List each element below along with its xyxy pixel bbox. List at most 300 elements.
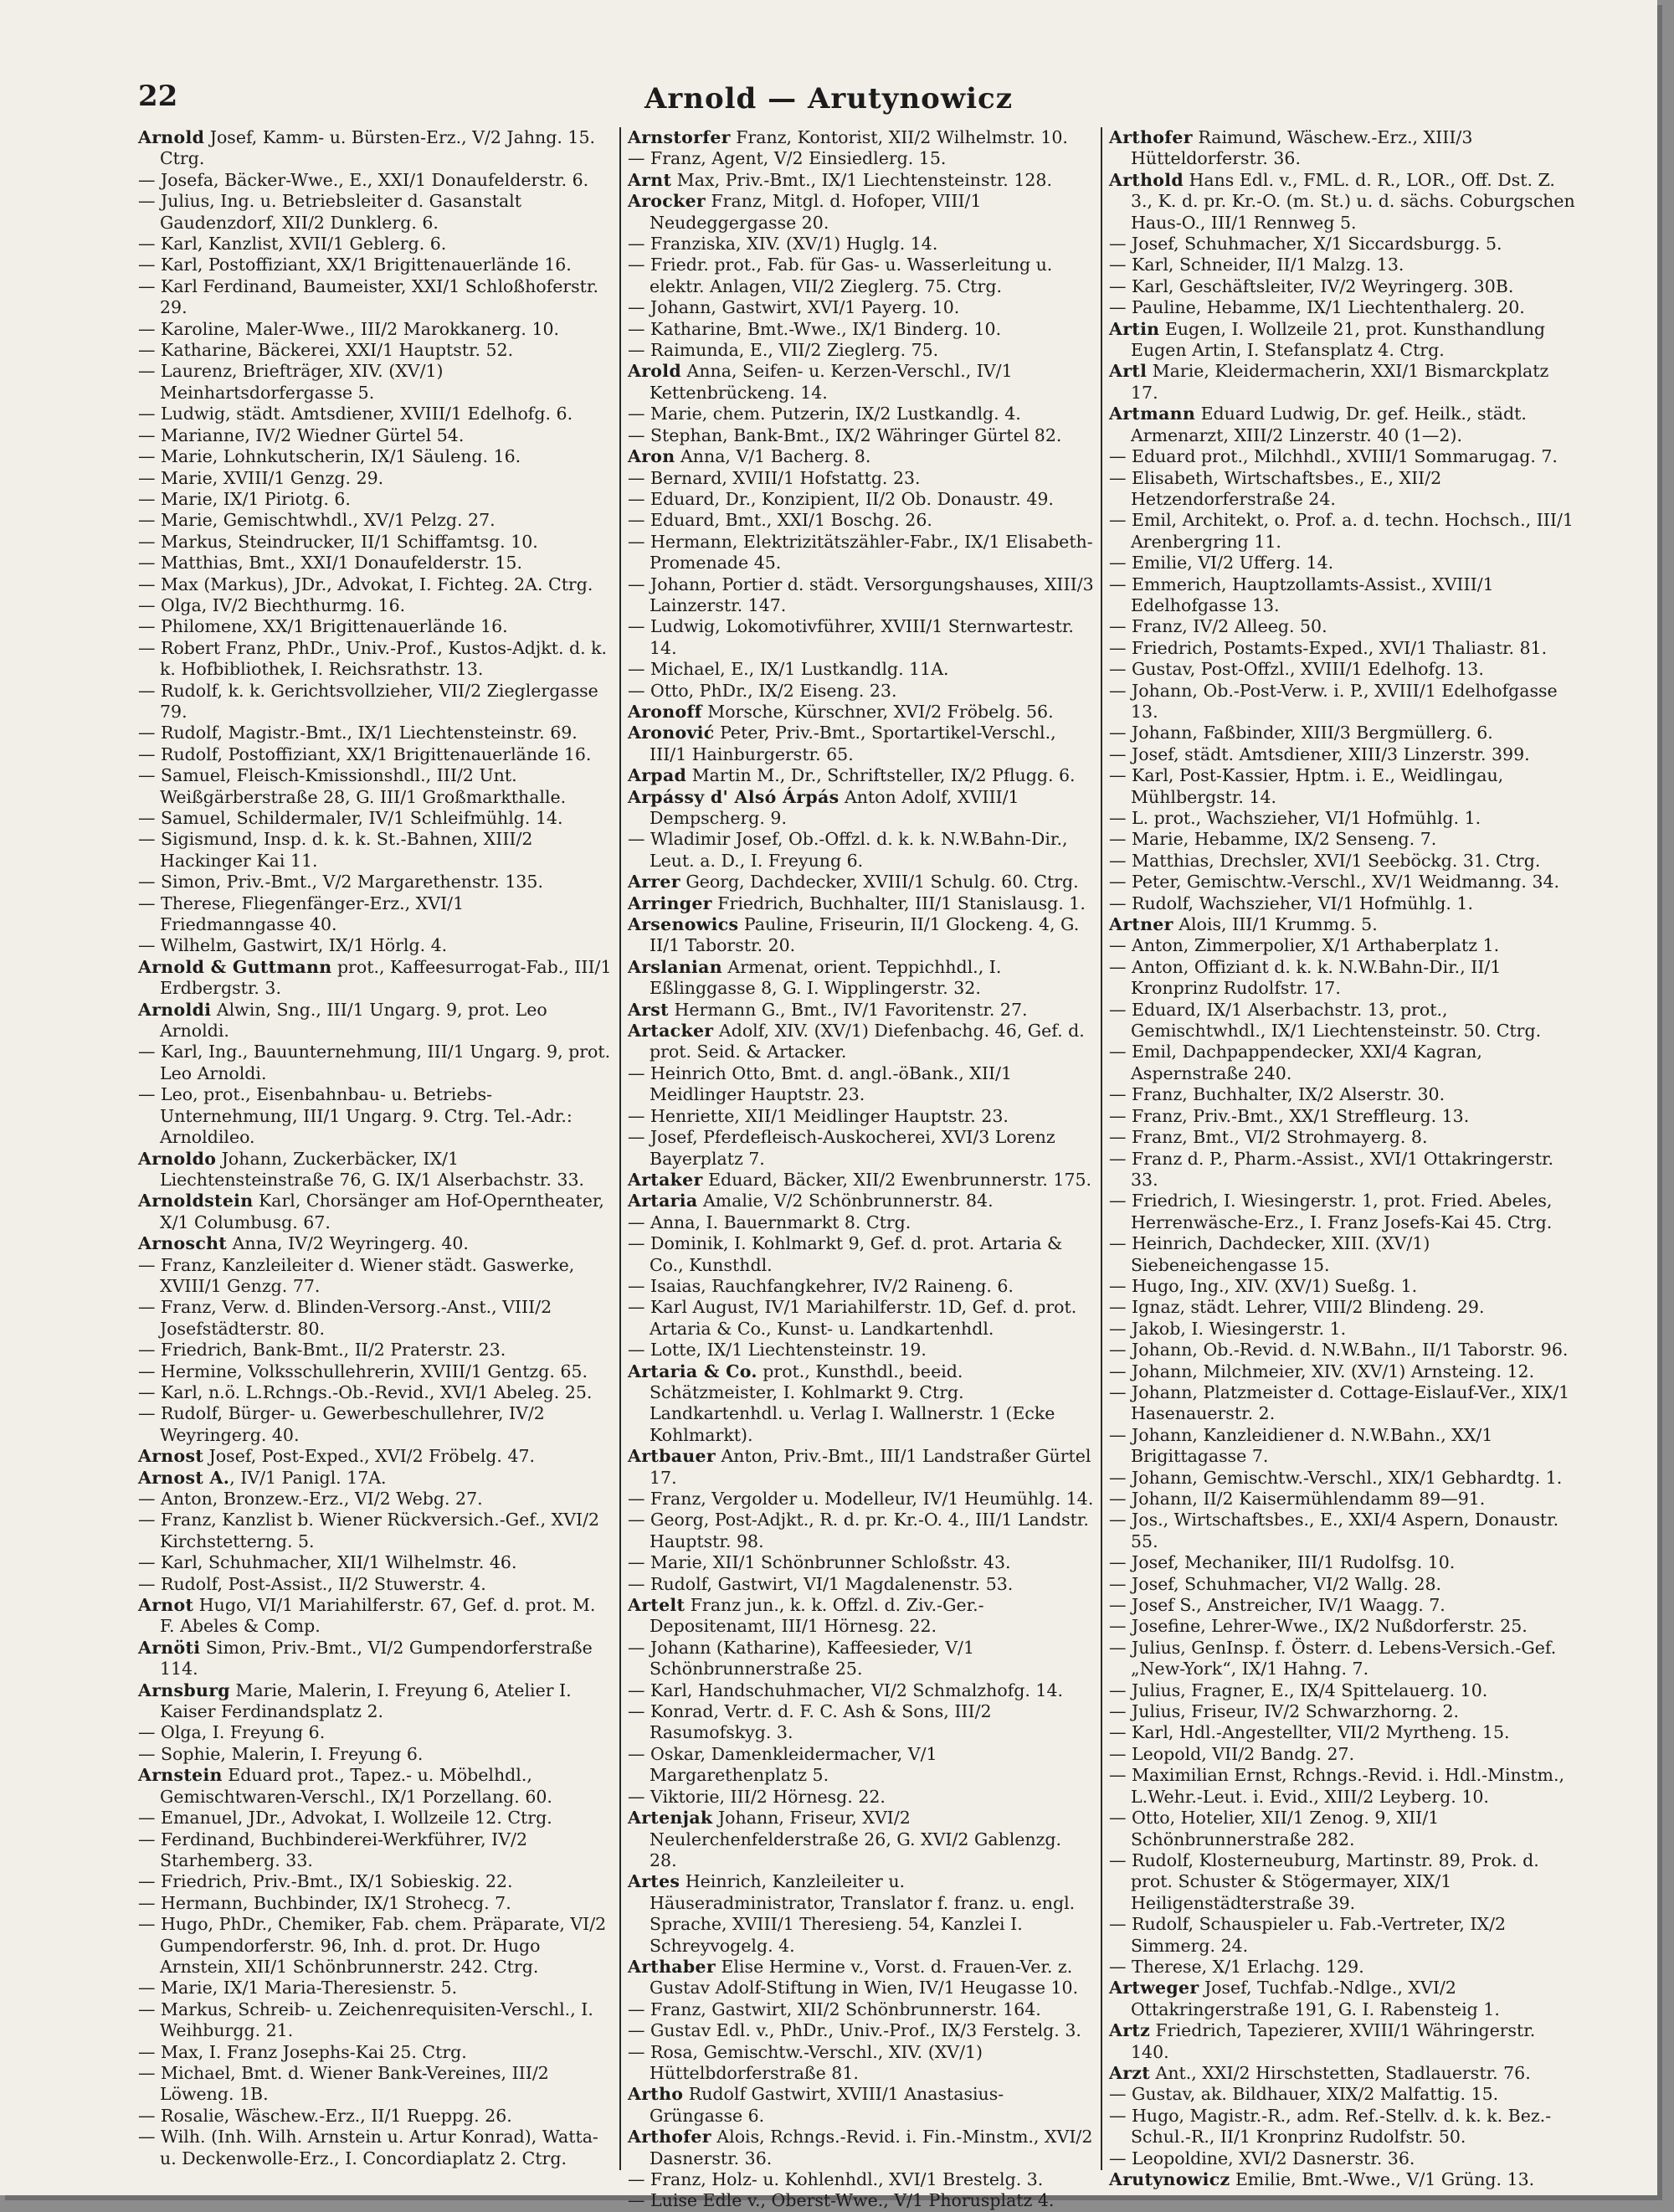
entry-text: Hans Edl. v., FML. d. R., LOR., Off. Dst. Z. 3., K. d. pr. Kr.-O. (m. St.) u. d. sächs. Coburgschen Haus-O., III/1 Rennweg 5. [1131,169,1575,233]
entry-surname: Artaria [628,1191,698,1211]
entry-text: — Stephan, Bank-Bmt., IX/2 Währinger Gürtel 82. [628,424,1062,445]
directory-entry [628,2169,1094,2190]
directory-entry [1109,1850,1575,1914]
entry-surname: Arthaber [628,1956,716,1977]
directory-entry [628,681,1094,702]
directory-entry [1109,1978,1575,2020]
entry-surname: Arutynowicz [1109,2169,1230,2189]
entry-text: — Karl August, IV/1 Mariahilferstr. 1D, Gef. d. prot. Artaria & Co., Kunst- u. Landkartenhdl. [628,1297,1077,1339]
entry-surname: Aronoff [628,701,702,722]
entry-text: — Max (Markus), JDr., Advokat, I. Fichteg. 2A. Ctrg. [138,574,593,594]
column-right [1101,127,1582,2189]
directory-entry [628,191,1094,234]
directory-entry [628,148,1094,169]
entry-text: Max, Priv.-Bmt., IX/1 Liechtensteinstr. 128. [671,169,1052,190]
entry-text: — Eduard, IX/1 Alserbachstr. 13, prot., Gemischtwhdl., IX/1 Liechtensteinstr. 50. Ctrg. [1109,999,1542,1042]
entry-surname: Artaker [628,1169,703,1190]
entry-text: — Peter, Gemischtw.-Verschl., XV/1 Weidmanng. 34. [1109,872,1560,893]
directory-entry [628,2084,1094,2127]
entry-text: — Katharine, Bmt.-Wwe., IX/1 Binderg. 10. [628,318,1002,339]
entry-text: — Julius, GenInsp. f. Österr. d. Lebens-Versich.-Gef. „New-York“, IX/1 Hahng. 7. [1109,1637,1557,1680]
entry-text: — Johann, Gemischtw.-Verschl., XIX/1 Gebhardtg. 1. [1109,1467,1563,1488]
entry-text: — Rudolf, Klosterneuburg, Martinstr. 89, Prok. d. prot. Schuster & Stögermayer, XIX/1 Heiligenstädterstraße 39. [1109,1849,1539,1913]
directory-entry [138,1255,613,1298]
entry-text: — Hugo, Ing., XIV. (XV/1) Sueßg. 1. [1109,1275,1418,1296]
entry-text: — Konrad, Vertr. d. F. C. Ash & Sons, III/2 Rasumofskyg. 3. [628,1701,992,1743]
directory-entry [628,1000,1094,1021]
directory-entry [1109,2084,1575,2105]
entry-text: — Franz, Gastwirt, XII/2 Schönbrunnerstr. 164. [628,1999,1041,2019]
entry-surname: Arnöti [138,1637,201,1658]
directory-entry [628,1489,1094,1510]
entry-text: — Laurenz, Briefträger, XIV. (XV/1) Meinhartsdorfergasse 5. [138,361,444,403]
entry-text: — Karl, Handschuhmacher, VI/2 Schmalzhofg. 14. [628,1680,1064,1700]
entry-text: — Markus, Steindrucker, II/1 Schiffamtsg. 10. [138,531,538,552]
directory-entry [138,1638,613,1680]
entry-text: — Julius, Ing. u. Betriebsleiter d. Gasanstalt Gaudenzdorf, XII/2 Dunklerg. 6. [138,191,521,233]
entry-text: — Josef, Schuhmacher, VI/2 Wallg. 28. [1109,1573,1442,1594]
entry-surname: Arold [628,361,682,382]
entry-text: — Olga, I. Freyung 6. [138,1722,326,1743]
directory-entry [138,2063,613,2106]
entry-text: — Emil, Dachpappendecker, XXI/4 Kagran, Aspernstraße 240. [1109,1042,1482,1083]
directory-entry [628,1701,1094,1744]
entry-text: — Franz, Bmt., VI/2 Strohmayerg. 8. [1109,1127,1428,1148]
entry-text: — Johann, Ob.-Revid. d. N.W.Bahn., II/1 Taborstr. 96. [1109,1340,1569,1361]
directory-entry [138,532,613,553]
entry-text: — Hugo, PhDr., Chemiker, Fab. chem. Präparate, VI/2 Gumpendorferstr. 96, Inh. d. prot. Dr. Hugo Arnstein, XII/1 Schönbrunnerstr. 242. Ctrg. [138,1914,607,1977]
entry-text: — Pauline, Hebamme, IX/1 Liechtenthalerg. 20. [1109,297,1525,318]
directory-entry [1109,1468,1575,1489]
directory-entry [138,744,613,765]
entry-text: , IV/1 Panigl. 17A. [229,1467,387,1488]
entry-text: Hermann G., Bmt., IV/1 Favoritenstr. 27. [668,999,1028,1020]
directory-entry [1109,1489,1575,1510]
directory-entry [138,1808,613,1829]
entry-text: — Franziska, XIV. (XV/1) Huglg. 14. [628,234,938,255]
directory-entry [138,191,613,234]
entry-text: — Emilie, VI/2 Ufferg. 14. [1109,553,1334,574]
entry-surname: Artl [1109,361,1148,382]
entry-surname: Arpássy d' Alsó Árpás [628,786,840,807]
directory-entry [138,765,613,808]
directory-entry [628,1999,1094,2020]
entry-text: — Josef, Pferdefleisch-Auskocherei, XVI/3 Lorenz Bayerplatz 7. [628,1127,1055,1169]
entry-text: — Maximilian Ernst, Rchngs.-Revid. i. Hdl.-Minstm., L.Wehr.-Leut. i. Evid., XIII/2 Leyberg. 10. [1109,1765,1564,1807]
directory-entry [138,808,613,829]
directory-entry [138,319,613,340]
directory-entry [1109,1722,1575,1743]
entry-text: — Johann, Faßbinder, XIII/3 Bergmüllerg. 6. [1109,723,1493,743]
column-middle [619,127,1101,2211]
entry-text: — Franz, Kanzlist b. Wiener Rückversich.-Gef., XVI/2 Kirchstetterng. 5. [138,1510,600,1551]
directory-entry [628,1871,1094,1957]
entry-text: — Rudolf, Postoffiziant, XX/1 Brigittenauerlände 16. [138,743,592,764]
directory-entry [138,361,613,404]
entry-text: — Friedrich, I. Wiesingerstr. 1, prot. Fried. Abeles, Herrenwäsche-Erz., I. Franz Josefs-Kai 45. Ctrg. [1109,1191,1553,1232]
directory-entry [138,1382,613,1403]
entry-surname: Arslanian [628,956,722,977]
entry-text: Franz jun., k. k. Offzl. d. Ziv.-Ger.-Depositenamt, III/1 Hörnesg. 22. [650,1595,984,1637]
entry-text: Johann, Zuckerbäcker, IX/1 Liechtensteinstraße 76, G. IX/1 Alserbachstr. 33. [160,1148,585,1190]
entry-text: Martin M., Dr., Schriftsteller, IX/2 Pflugg. 6. [686,765,1076,786]
directory-entry [1109,1340,1575,1361]
entry-text: — Franz d. P., Pharm.-Assist., XVI/1 Ottakringerstr. 33. [1109,1148,1554,1190]
entry-text: — Wladimir Josef, Ob.-Offzl. d. k. k. N.W.Bahn-Dir., Leut. a. D., I. Freyung 6. [628,829,1068,871]
entry-text: — Johann, Platzmeister d. Cottage-Eislauf-Ver., XIX/1 Hasenauerstr. 2. [1109,1381,1570,1424]
entry-text: — Wilhelm, Gastwirt, IX/1 Hörlg. 4. [138,935,448,956]
entry-text: Josef, Kamm- u. Bürsten-Erz., V/2 Jahng. 15. Ctrg. [160,127,596,169]
entry-text: — Matthias, Bmt., XXI/1 Donaufelderstr. 15. [138,553,522,574]
entry-text: — Rudolf, k. k. Gerichtsvollzieher, VII/2 Zieglergasse 79. [138,680,598,722]
entry-text: Morsche, Kürschner, XVI/2 Fröbelg. 56. [701,701,1054,722]
entry-surname: Arnt [628,169,672,190]
directory-entry [138,957,613,1000]
entry-text: — Marie, Hebamme, IX/2 Senseng. 7. [1109,829,1437,850]
entry-text: — Sigismund, Insp. d. k. k. St.-Bahnen, XIII/2 Hackinger Kai 11. [138,829,533,871]
directory-entry [628,2190,1094,2211]
entry-text: — Friedr. prot., Fab. für Gas- u. Wasserleitung u. elektr. Anlagen, VII/2 Zieglerg. 75. Ctrg. [628,255,1053,296]
directory-entry [1109,638,1575,659]
entry-text: — Karl, Geschäftsleiter, IV/2 Weyringerg. 30B. [1109,275,1514,296]
entry-text: — Karl, Ing., Bauunternehmung, III/1 Ungarg. 9, prot. Leo Arnoldi. [138,1042,611,1083]
directory-entry [628,1276,1094,1297]
entry-surname: Artacker [628,1021,714,1042]
directory-entry [1109,2148,1575,2169]
directory-entry [1109,957,1575,1000]
directory-entry [138,276,613,319]
entry-text: — Emmerich, Hauptzollamts-Assist., XVIII/1 Edelhofgasse 13. [1109,574,1494,615]
directory-entry [1109,872,1575,893]
entry-text: — Rudolf, Wachszieher, VI/1 Hofmühlg. 1. [1109,893,1473,913]
directory-entry [628,340,1094,361]
directory-entry [628,723,1094,765]
entry-text: — Jos., Wirtschaftsbes., E., XXI/4 Aspern, Donaustr. 55. [1109,1510,1559,1551]
entry-text: — Marie, IX/1 Maria-Theresienstr. 5. [138,1978,458,1999]
entry-text: — Otto, Hotelier, XII/1 Zenog. 9, XII/1 Schönbrunnerstraße 282. [1109,1808,1440,1849]
directory-entry [1109,1765,1575,1808]
directory-entry [138,1552,613,1573]
entry-surname: Arringer [628,893,712,913]
directory-entry [1109,723,1575,743]
entry-surname: Arrer [628,872,680,893]
directory-entry [138,1191,613,1233]
directory-entry [628,1787,1094,1808]
entry-text: Georg, Dachdecker, XVIII/1 Schulg. 60. Ctrg. [680,872,1079,893]
entry-text: — Ferdinand, Buchbinderei-Werkführer, IV/2 Starhemberg. 33. [138,1829,528,1870]
directory-entry [628,297,1094,318]
entry-text: Franz, Mitgl. d. Hofoper, VIII/1 Neudeggergasse 20. [650,191,982,233]
entry-text: — Heinrich Otto, Bmt. d. angl.-öBank., XII/1 Meidlinger Hauptstr. 23. [628,1062,1013,1105]
directory-entry [1109,1000,1575,1042]
entry-surname: Arst [628,999,669,1020]
entry-surname: Artaria & Co. [628,1361,757,1381]
directory-entry [138,1744,613,1765]
entry-text: — Franz, Agent, V/2 Einsiedlerg. 15. [628,148,947,169]
entry-text: Armenat, orient. Teppichhdl., I. Eßlinggasse 8, G. I. Wipplingerstr. 32. [650,956,1002,999]
directory-entry [1109,1574,1575,1595]
directory-entry [1109,744,1575,765]
entry-text: — Josef, Mechaniker, III/1 Rudolfsg. 10. [1109,1552,1456,1573]
entry-text: Peter, Priv.-Bmt., Sportartikel-Verschl., III/1 Hainburgerstr. 65. [650,723,1056,764]
entry-text: — Rudolf, Schauspieler u. Fab.-Vertreter, IX/2 Simmerg. 24. [1109,1914,1507,1956]
entry-surname: Arocker [628,191,706,212]
entry-text: — Josefine, Lehrer-Wwe., IX/2 Nußdorferstr. 25. [1109,1616,1528,1637]
entry-text: — Anton, Offiziant d. k. k. N.W.Bahn-Dir., II/1 Kronprinz Rudolfstr. 17. [1109,956,1502,999]
directory-entry [138,553,613,574]
directory-entry [138,510,613,531]
entry-surname: Arnoldstein [138,1191,254,1211]
directory-entry [138,723,613,743]
directory-entry [628,1552,1094,1573]
directory-entry [628,1446,1094,1489]
entry-text: — Georg, Post-Adjkt., R. d. pr. Kr.-O. 4., III/1 Landstr. Hauptstr. 98. [628,1510,1089,1551]
entry-text: — Jakob, I. Wiesingerstr. 1. [1109,1318,1347,1339]
directory-entry [1109,1701,1575,1722]
entry-text: Eugen, I. Wollzeile 21, prot. Kunsthandlung Eugen Artin, I. Stefansplatz 4. Ctrg. [1131,318,1546,361]
directory-entry [628,1191,1094,1211]
entry-surname: Arnsburg [138,1680,230,1700]
entry-text: Alwin, Sng., III/1 Ungarg. 9, prot. Leo Arnoldi. [160,999,547,1042]
entry-text: — Franz, Buchhalter, IX/2 Alserstr. 30. [1109,1084,1445,1105]
entry-surname: Arsenowics [628,914,739,935]
entry-text: — Karoline, Maler-Wwe., III/2 Marokkanerg. 10. [138,318,560,339]
directory-entry [628,872,1094,893]
directory-entry [1109,446,1575,467]
entry-surname: Artbauer [628,1446,716,1467]
entry-text: Anton, Priv.-Bmt., III/1 Landstraßer Gürtel 17. [650,1446,1091,1488]
directory-entry [1109,1191,1575,1233]
directory-entry [628,1063,1094,1106]
entry-text: — Friedrich, Priv.-Bmt., IX/1 Sobieskig. 22. [138,1871,513,1892]
directory-entry [1109,2020,1575,2063]
directory-entry [138,829,613,872]
entry-text: — Wilh. (Inh. Wilh. Arnstein u. Artur Konrad), Watta- u. Deckenwolle-Erz., I. Concordiaplatz 2. Ctrg. [138,2127,598,2168]
directory-entry [1109,851,1575,872]
directory-entry [1109,616,1575,637]
entry-text: — Lotte, IX/1 Liechtensteinstr. 19. [628,1340,927,1361]
entry-surname: Arthofer [1109,127,1193,147]
entry-text: — Leopold, VII/2 Bandg. 27. [1109,1743,1355,1764]
entry-text: — Eduard, Dr., Konzipient, II/2 Ob. Donaustr. 49. [628,488,1054,509]
entry-text: — Rudolf, Bürger- u. Gewerbeschullehrer, IV/2 Weyringerg. 40. [138,1403,545,1445]
entry-surname: Arnot [138,1595,194,1616]
entry-text: — Marie, IX/1 Piriotg. 6. [138,488,351,509]
directory-entry [138,1000,613,1042]
entry-text: — Johann, Milchmeier, XIV. (XV/1) Arnsteing. 12. [1109,1361,1535,1381]
directory-entry [138,489,613,510]
entry-text: Marie, Kleidermacherin, XXI/1 Bismarckplatz 17. [1131,361,1549,403]
directory-entry [138,170,613,191]
entry-text: — Karl, Post-Kassier, Hptm. i. E., Weidlingau, Mühlbergstr. 14. [1109,765,1504,807]
entry-text: — Johann, Gastwirt, XVI/1 Payerg. 10. [628,297,960,318]
directory-entry [628,1595,1094,1638]
entry-text: — Philomene, XX/1 Brigittenauerlände 16. [138,616,508,637]
directory-entry [138,468,613,489]
directory-entry [1109,468,1575,511]
directory-entry [628,1680,1094,1701]
entry-text: — Josef, Schuhmacher, X/1 Siccardsburgg. 5. [1109,234,1502,255]
directory-entry [1109,553,1575,574]
entry-surname: Artin [1109,318,1160,339]
entry-text: — Rudolf, Post-Assist., II/2 Stuwerstr. 4. [138,1573,486,1594]
entry-text: — Matthias, Drechsler, XVI/1 Seeböckg. 31. Ctrg. [1109,850,1541,871]
entry-text: — L. prot., Wachszieher, VI/1 Hofmühlg. 1. [1109,808,1481,828]
directory-entry [628,1744,1094,1787]
directory-entry [138,1722,613,1743]
entry-text: Ant., XXI/2 Hirschstetten, Stadlauerstr. 76. [1150,2062,1531,2083]
directory-entry [1109,681,1575,723]
entry-text: — Henriette, XII/1 Meidlinger Hauptstr. 23. [628,1105,1009,1126]
entry-text: — Eduard, Bmt., XXI/1 Boschg. 26. [628,510,932,531]
directory-entry [1109,2063,1575,2084]
directory-entry [628,319,1094,340]
directory-entry [138,1680,613,1723]
entry-text: prot., Kaffeesurrogat-Fab., III/1 Erdbergstr. 3. [160,956,612,999]
entry-text: Pauline, Friseurin, II/1 Glockeng. 4, G. II/1 Taborstr. 20. [650,914,1080,956]
entry-text: — Karl Ferdinand, Baumeister, XXI/1 Schloßhoferstr. 29. [138,275,598,318]
entry-text: — Gustav, Post-Offzl., XVIII/1 Edelhofg. 13. [1109,659,1484,680]
entry-text: — Emil, Architekt, o. Prof. a. d. techn. Hochsch., III/1 Arenbergring 11. [1109,510,1574,552]
entry-surname: Artenjak [628,1808,713,1829]
entry-text: — Luise Edle v., Oberst-Wwe., V/1 Phorusplatz 4. [628,2190,1055,2211]
entry-text: Josef, Post-Exped., XVI/2 Fröbelg. 47. [203,1446,536,1467]
entry-text: — Otto, PhDr., IX/2 Eiseng. 23. [628,680,897,701]
entry-text: Eduard prot., Tapez.- u. Möbelhdl., Gemischtwaren-Verschl., IX/1 Porzellang. 60. [160,1765,552,1807]
directory-entry [1109,1127,1575,1148]
directory-entry [1109,170,1575,234]
entry-text: — Marie, Gemischtwhdl., XV/1 Pelzg. 27. [138,510,496,531]
entry-text: — Marie, XVIII/1 Genzg. 29. [138,467,384,488]
entry-text: — Hermann, Elektrizitätszähler-Fabr., IX/1 Elisabeth-Promenade 45. [628,531,1093,574]
entry-text: — Marie, chem. Putzerin, IX/2 Lustkandlg. 4. [628,404,1021,424]
entry-text: — Hermine, Volksschullehrerin, XVIII/1 Gentzg. 65. [138,1361,588,1381]
directory-entry [138,872,613,893]
entry-text: Adolf, XIV. (XV/1) Diefenbachg. 46, Gef. d. prot. Seid. & Artacker. [650,1021,1085,1062]
directory-entry [1109,1552,1575,1573]
entry-text: — Franz, Vergolder u. Modelleur, IV/1 Heumühlg. 14. [628,1489,1094,1509]
running-head: Arnold — Arutynowicz [644,82,1014,116]
entry-text: — Karl, Schneider, II/1 Malzg. 13. [1109,255,1404,275]
entry-text: — Johann, II/2 Kaisermühlendamm 89—91. [1109,1489,1486,1509]
entry-text: — Anna, I. Bauernmarkt 8. Ctrg. [628,1211,911,1232]
directory-entry [628,616,1094,659]
directory-entry [1109,1084,1575,1105]
entry-text: — Samuel, Fleisch-Kmissionshdl., III/2 Unt. Weißgärberstraße 28, G. III/1 Großmarkthalle. [138,765,567,807]
directory-entry [1109,1297,1575,1318]
directory-entry [1109,1149,1575,1191]
entry-surname: Arnoscht [138,1233,228,1254]
entry-text: — Karl, Postoffiziant, XX/1 Brigittenauerlände 16. [138,255,572,275]
entry-text: — Emanuel, JDr., Advokat, I. Wollzeile 12. Ctrg. [138,1808,552,1829]
directory-entry [1109,808,1575,829]
directory-entry [138,1149,613,1191]
directory-entry [628,1574,1094,1595]
directory-entry [138,1233,613,1254]
directory-entry [1109,2169,1575,2190]
directory-entry [1109,1382,1575,1425]
directory-entry [138,1297,613,1340]
entry-text: — Leopoldine, XVI/2 Dasnerstr. 36. [1109,2148,1415,2168]
directory-entry [1109,276,1575,297]
directory-entry [628,2127,1094,2169]
directory-entry [138,1914,613,1978]
directory-entry [628,1297,1094,1340]
entry-text: — Katharine, Bäckerei, XXI/1 Hauptstr. 52. [138,340,514,361]
entry-text: Simon, Priv.-Bmt., VI/2 Gumpendorferstraße 114. [160,1637,593,1680]
directory-entry [138,1595,613,1638]
directory-entry [138,1042,613,1084]
directory-entry [1109,1425,1575,1468]
directory-entry [628,787,1094,830]
directory-entry [1109,893,1575,914]
directory-entry [138,935,613,956]
directory-entry [628,574,1094,617]
entry-text: — Karl, Hdl.-Angestellter, VII/2 Myrtheng. 15. [1109,1722,1510,1743]
entry-text: Heinrich, Kanzleileiter u. Häuseradministrator, Translator f. franz. u. engl. Sprache, XVIII/1 Theresieng. 54, Kanzlei I. Schreyvogelg. 4. [650,1871,1076,1956]
entry-text: — Hugo, Magistr.-R., adm. Ref.-Stellv. d. k. k. Bez.-Schul.-R., II/1 Kronprinz Rudolfstr. 50. [1109,2105,1552,2148]
directory-entry [138,1489,613,1510]
directory-entry [1109,659,1575,680]
directory-entry [628,914,1094,957]
entry-text: Eduard, Bäcker, XII/2 Ewenbrunnerstr. 175. [702,1169,1092,1190]
entry-surname: Artz [1109,2020,1151,2041]
directory-entry [1109,1957,1575,1978]
directory-entry [1109,1914,1575,1957]
entry-text: — Elisabeth, Wirtschaftsbes., E., XII/2 Hetzendorferstraße 24. [1109,467,1442,509]
directory-entry [138,1340,613,1361]
directory-entry [138,127,613,170]
directory-entry [628,1233,1094,1276]
directory-entry [1109,1361,1575,1382]
entry-text: — Johann, Portier d. städt. Versorgungshauses, XIII/3 Lainzerstr. 147. [628,574,1094,615]
entry-text: — Julius, Fragner, E., IX/4 Spittelauerg. 10. [1109,1680,1488,1700]
directory-entry [138,1446,613,1467]
entry-text: — Olga, IV/2 Biechthurmg. 16. [138,594,406,615]
entry-text: — Bernard, XVIII/1 Hofstattg. 23. [628,467,921,488]
directory-entry [138,638,613,681]
entry-text: — Ludwig, Lokomotivführer, XVIII/1 Sternwartestr. 14. [628,616,1074,658]
directory-entry [138,1510,613,1552]
entry-surname: Artho [628,2084,684,2105]
entry-text: — Rudolf, Magistr.-Bmt., IX/1 Liechtensteinstr. 69. [138,723,578,743]
directory-entry [628,255,1094,297]
directory-entry [628,404,1094,424]
entry-text: — Marie, XII/1 Schönbrunner Schloßstr. 43. [628,1552,1011,1573]
entry-surname: Arpad [628,765,687,786]
directory-entry [138,1403,613,1446]
directory-entry [628,1212,1094,1233]
column-left [138,127,619,2170]
directory-entry [138,1978,613,1999]
directory-entry [138,681,613,723]
entry-text: — Simon, Priv.-Bmt., V/2 Margarethenstr. 135. [138,872,543,893]
directory-entry [628,765,1094,786]
entry-text: — Franz, Kanzleileiter d. Wiener städt. Gaswerke, XVIII/1 Genzg. 77. [138,1254,575,1296]
directory-entry [138,893,613,936]
directory-entry [628,1808,1094,1871]
entry-text: — Karl, n.ö. L.Rchngs.-Ob.-Revid., XVI/1 Abeleg. 25. [138,1381,593,1402]
entry-surname: Arzt [1109,2062,1151,2083]
entry-text: — Franz, IV/2 Alleeg. 50. [1109,616,1327,637]
directory-entry [628,1127,1094,1170]
entry-text: — Josef, städt. Amtsdiener, XIII/3 Linzerstr. 399. [1109,743,1530,764]
directory-entry [1109,234,1575,255]
directory-entry [628,1106,1094,1127]
entry-text: — Max, I. Franz Josephs-Kai 25. Ctrg. [138,2041,467,2062]
entry-text: — Eduard prot., Milchhdl., XVIII/1 Sommarugag. 7. [1109,446,1558,467]
entry-text: Amalie, V/2 Schönbrunnerstr. 84. [697,1191,994,1211]
